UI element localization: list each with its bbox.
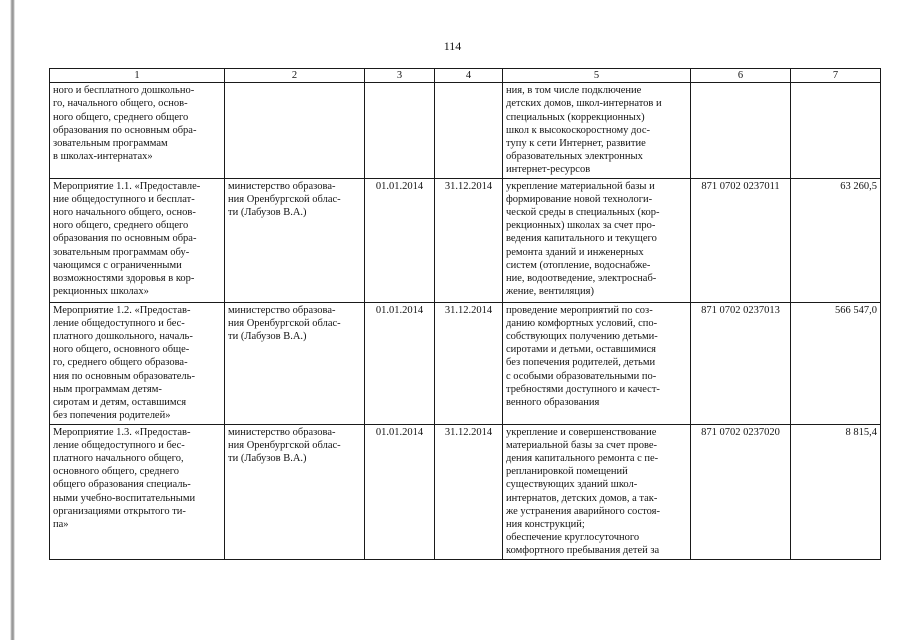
activity-name-cell: Мероприятие 1.3. «Предостав- ление общедоступного и бес- платного начального общего, основного общего, среднего общего образования специаль- ными учебно-воспитательными организациями открытого ти- па»: [50, 424, 225, 559]
result-cell: проведение мероприятий по соз- данию комфортных условий, спо- собствующих получению детьми- сиротами и детьми, оставшимися без попечения родителей, детьми с особыми образовательными по- требностями доступного и качест- венного образования: [503, 302, 691, 424]
end-date-cell: 31.12.2014: [435, 424, 503, 559]
amount-cell: [791, 83, 881, 178]
column-header-3: 3: [365, 69, 435, 83]
responsible-cell: министерство образова- ния Оренбургской облас- ти (Лабузов В.А.): [225, 424, 365, 559]
start-date-cell: [365, 83, 435, 178]
result-cell: ния, в том числе подключение детских домов, школ-интернатов и специальных (коррекционных) школ к высокоскоростному дос- тупу к сети Интернет, развитие образовательных электронных интернет-ресурсов: [503, 83, 691, 178]
result-cell: укрепление и совершенствование материальной базы за счет прове- дения капитального ремонта с пе- репланировкой помещений существующих зданий школ- интернатов, детских домов, а так- же устранения аварийного состоя- ния конструкций; обеспечение круглосуточного комфортного пребывания детей за: [503, 424, 691, 559]
start-date-cell: 01.01.2014: [365, 424, 435, 559]
amount-cell: 566 547,0: [791, 302, 881, 424]
activity-name-cell: Мероприятие 1.2. «Предостав- ление общедоступного и бес- платного дошкольного, началь- ного общего, основного обще- го, среднего общего образова- ния по основным образователь- ным программам детям- сиротам и детям, оставшимся без попечения родителей»: [50, 302, 225, 424]
budget-code-cell: 871 0702 0237013: [691, 302, 791, 424]
budget-code-cell: 871 0702 0237020: [691, 424, 791, 559]
column-header-7: 7: [791, 69, 881, 83]
table-row: [50, 178, 881, 302]
column-header-4: 4: [435, 69, 503, 83]
column-header-1: 1: [50, 69, 225, 83]
end-date-cell: [435, 83, 503, 178]
budget-code-cell: 871 0702 0237011: [691, 178, 791, 302]
end-date-cell: 31.12.2014: [435, 302, 503, 424]
result-cell: укрепление материальной базы и формирование новой технологи- ческой среды в специальных (кор- рекционных) школах за счет про- ведения капитального и текущего ремонта зданий и инженерных систем (отопление, водоснабже- ние, водоотведение, электроснаб- жение, вентиляция): [503, 178, 691, 302]
header-row: [50, 69, 881, 83]
amount-cell: 8 815,4: [791, 424, 881, 559]
start-date-cell: 01.01.2014: [365, 302, 435, 424]
table-row: [50, 83, 881, 178]
column-header-5: 5: [503, 69, 691, 83]
table-row: [50, 302, 881, 424]
responsible-cell: министерство образова- ния Оренбургской облас- ти (Лабузов В.А.): [225, 302, 365, 424]
amount-cell: 63 260,5: [791, 178, 881, 302]
activity-name-cell: Мероприятие 1.1. «Предоставле- ние общедоступного и бесплат- ного начального общего, основ- ного общего, среднего общего образования по основным обра- зовательным программам обу- чающимся с ограниченными возможностями здоровья в кор- рекционных школах»: [50, 178, 225, 302]
responsible-cell: [225, 83, 365, 178]
column-header-6: 6: [691, 69, 791, 83]
end-date-cell: 31.12.2014: [435, 178, 503, 302]
start-date-cell: 01.01.2014: [365, 178, 435, 302]
page-number: 114: [443, 39, 462, 53]
budget-code-cell: [691, 83, 791, 178]
scan-edge-shadow: [10, 0, 15, 640]
table-row: [50, 424, 881, 559]
activity-table: [49, 68, 881, 560]
column-header-2: 2: [225, 69, 365, 83]
responsible-cell: министерство образова- ния Оренбургской облас- ти (Лабузов В.А.): [225, 178, 365, 302]
activity-name-cell: ного и бесплатного дошкольно- го, начального общего, основ- ного общего, среднего общего образования по основным обра- зовательным программам в школах-интернатах»: [50, 83, 225, 178]
